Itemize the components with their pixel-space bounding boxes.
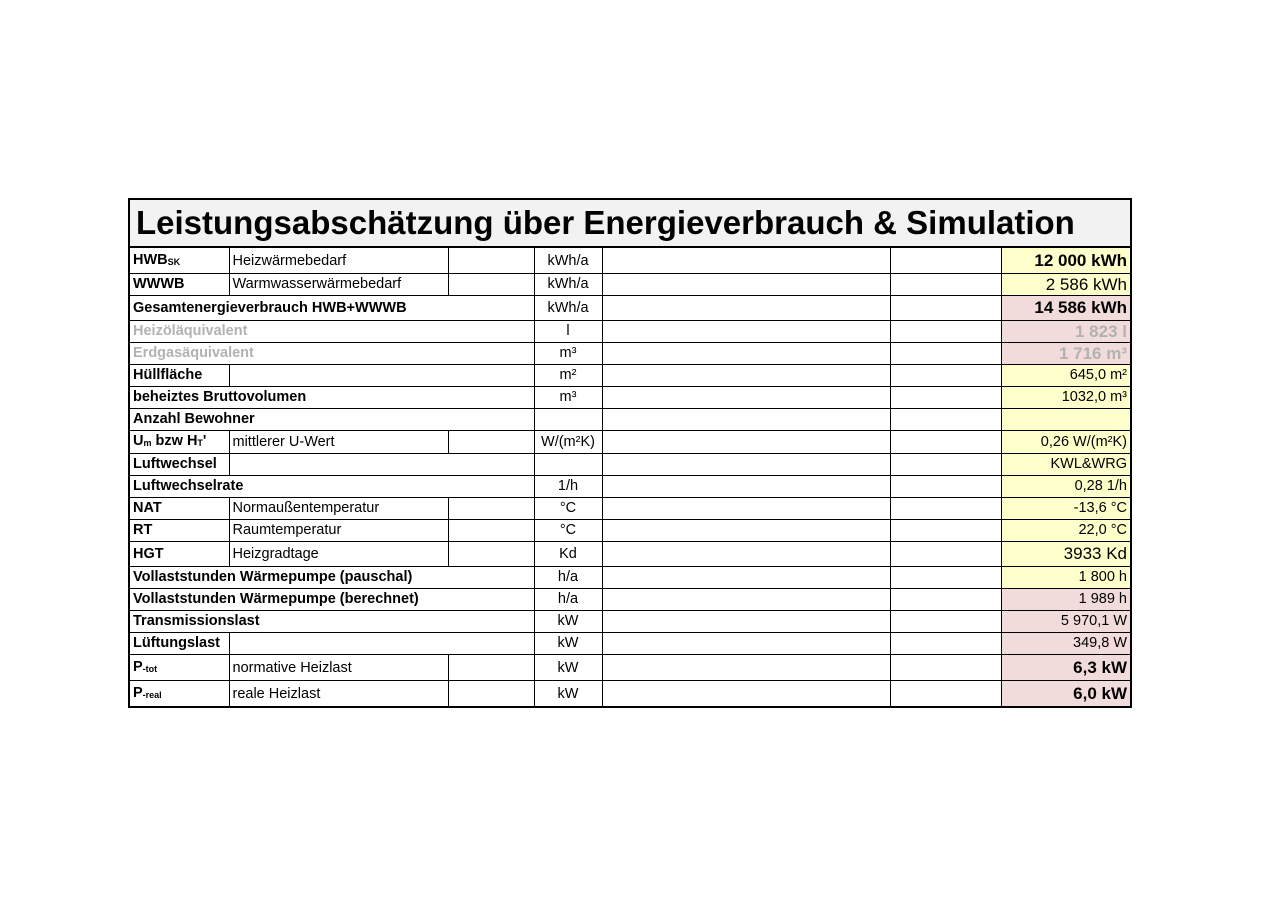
row-unit: W/(m²K)	[534, 431, 602, 454]
row-wwwb	[130, 274, 1130, 296]
row-unit: 1/h	[534, 476, 602, 498]
row-bruttovolumen	[130, 387, 1130, 409]
row-label: Heizöläquivalent	[130, 321, 534, 343]
row-unit: m²	[534, 365, 602, 387]
row-value: 22,0 °C	[1001, 520, 1130, 542]
row-unit: kWh/a	[534, 248, 602, 274]
row-label: Luftwechsel	[130, 454, 229, 476]
row-unit	[534, 454, 602, 476]
row-value: 1032,0 m³	[1001, 387, 1130, 409]
row-unit: kW	[534, 681, 602, 707]
row-label: $U_m$ bzw $H_T'$	[130, 431, 229, 454]
row-value: 1 716 m³	[1001, 343, 1130, 365]
row-value: 6,0 kW	[1001, 681, 1130, 707]
row-label: beheiztes Bruttovolumen	[130, 387, 534, 409]
row-u-wert	[130, 431, 1130, 454]
row-label: Transmissionslast	[130, 611, 534, 633]
row-label: $P_{-tot}$	[130, 655, 229, 681]
row-description: mittlerer U-Wert	[229, 431, 448, 454]
row-value: 645,0 m²	[1001, 365, 1130, 387]
row-nat	[130, 498, 1130, 520]
row-value: KWL&WRG	[1001, 454, 1130, 476]
row-label: Erdgasäquivalent	[130, 343, 534, 365]
row-label: Anzahl Bewohner	[130, 409, 534, 431]
row-value: 14 586 kWh	[1001, 296, 1130, 321]
row-vollaststunden-berechnet	[130, 589, 1130, 611]
row-label: HGT	[130, 542, 229, 567]
row-description: Heizwärmebedarf	[229, 248, 448, 274]
row-unit: kW	[534, 655, 602, 681]
row-value: 0,26 W/(m²K)	[1001, 431, 1130, 454]
row-value: 349,8 W	[1001, 633, 1130, 655]
row-value: -13,6 °C	[1001, 498, 1130, 520]
row-unit: Kd	[534, 542, 602, 567]
row-unit: kWh/a	[534, 274, 602, 296]
row-value: 1 989 h	[1001, 589, 1130, 611]
row-vollaststunden-pauschal	[130, 567, 1130, 589]
row-description: Normaußentemperatur	[229, 498, 448, 520]
row-unit: h/a	[534, 567, 602, 589]
row-lueftungslast	[130, 633, 1130, 655]
row-description: Raumtemperatur	[229, 520, 448, 542]
row-transmissionslast	[130, 611, 1130, 633]
row-unit: l	[534, 321, 602, 343]
row-unit: °C	[534, 520, 602, 542]
row-hwb	[130, 248, 1130, 274]
row-unit: h/a	[534, 589, 602, 611]
row-hgt	[130, 542, 1130, 567]
row-label: NAT	[130, 498, 229, 520]
row-anzahl-bewohner	[130, 409, 1130, 431]
row-label: Lüftungslast	[130, 633, 229, 655]
row-unit	[534, 409, 602, 431]
row-value: 5 970,1 W	[1001, 611, 1130, 633]
row-label: $P_{-real}$	[130, 681, 229, 707]
row-description: Heizgradtage	[229, 542, 448, 567]
row-label: $HWB_{SK}$	[130, 248, 229, 274]
row-value: 6,3 kW	[1001, 655, 1130, 681]
row-description: Warmwasserwärmebedarf	[229, 274, 448, 296]
row-huellflaeche	[130, 365, 1130, 387]
row-unit: °C	[534, 498, 602, 520]
row-p-tot	[130, 655, 1130, 681]
sheet-title: Leistungsabschätzung über Energieverbrauch & Simulation	[130, 200, 1130, 248]
row-description: reale Heizlast	[229, 681, 448, 707]
row-label: RT	[130, 520, 229, 542]
estimate-table	[130, 248, 1130, 706]
energy-estimate-sheet	[128, 198, 1132, 708]
row-value: 12 000 kWh	[1001, 248, 1130, 274]
row-unit: m³	[534, 343, 602, 365]
row-luftwechsel	[130, 454, 1130, 476]
row-rt	[130, 520, 1130, 542]
row-p-real	[130, 681, 1130, 707]
row-value	[1001, 409, 1130, 431]
row-heizoelaequivalent	[130, 321, 1130, 343]
row-value: 0,28 1/h	[1001, 476, 1130, 498]
row-value: 1 800 h	[1001, 567, 1130, 589]
row-label: Gesamtenergieverbrauch HWB+WWWB	[130, 296, 534, 321]
row-value: 3933 Kd	[1001, 542, 1130, 567]
row-label: Vollaststunden Wärmepumpe (berechnet)	[130, 589, 534, 611]
row-label: Vollaststunden Wärmepumpe (pauschal)	[130, 567, 534, 589]
row-value: 2 586 kWh	[1001, 274, 1130, 296]
row-description: normative Heizlast	[229, 655, 448, 681]
row-luftwechselrate	[130, 476, 1130, 498]
row-label: WWWB	[130, 274, 229, 296]
row-unit: kW	[534, 611, 602, 633]
row-erdgasaequivalent	[130, 343, 1130, 365]
row-unit: m³	[534, 387, 602, 409]
row-unit: kW	[534, 633, 602, 655]
row-gesamtenergieverbrauch	[130, 296, 1130, 321]
row-value: 1 823 l	[1001, 321, 1130, 343]
row-unit: kWh/a	[534, 296, 602, 321]
row-label: Luftwechselrate	[130, 476, 534, 498]
row-label: Hüllfläche	[130, 365, 229, 387]
